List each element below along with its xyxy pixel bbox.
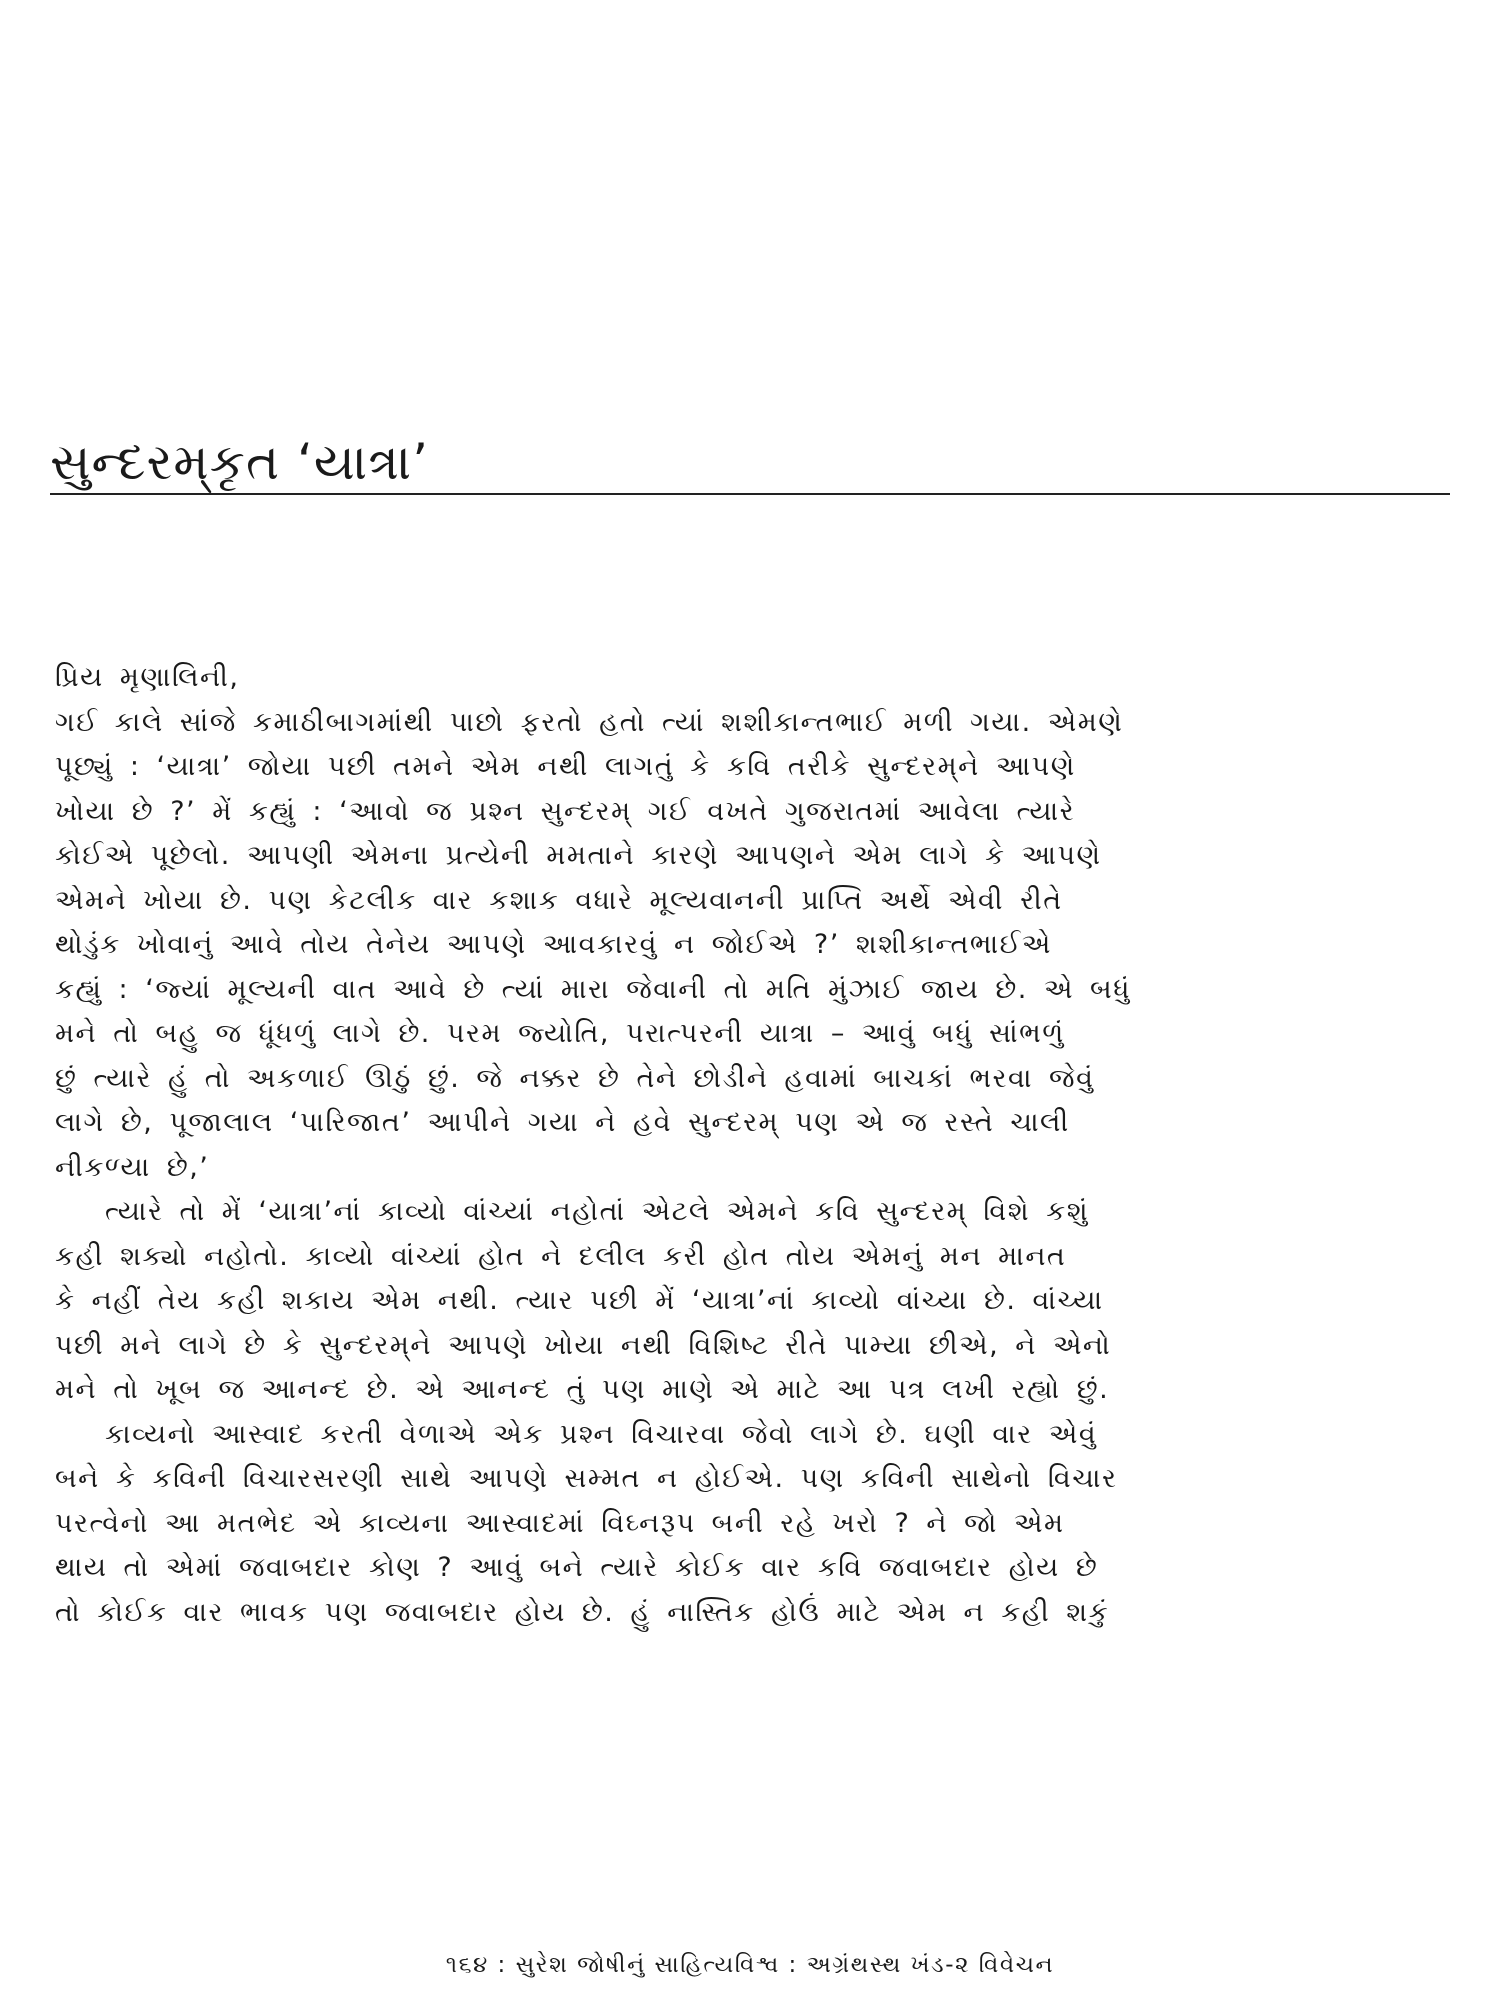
title-rule — [50, 493, 1450, 495]
text-line: તો કોઈક વાર ભાવક પણ જવાબદાર હોય છે. હું નાસ્તિક હોઉં માટે એમ ન કહી શકું — [55, 1596, 1110, 1628]
text-line: લાગે છે, પૂજાલાલ ‘પારિજાત’ આપીને ગયા ને હવે સુન્દરમ્ પણ એ જ રસ્તે ચાલી — [55, 1107, 1070, 1138]
text-line: એમને ખોયા છે. પણ કેટલીક વાર કશાક વધારે મૂલ્યવાનની પ્રાપ્તિ અર્થે એવી રીતે — [55, 884, 1063, 916]
chapter-title: સુન્દરમ્‌કૃત ‘યાત્રા’ — [50, 433, 429, 491]
page-footer: ૧૬૪ : સુરેશ જોષીનું સાહિત્યવિશ્વ : અગ્રંથસ્થ ખંડ-૨ વિવેચન — [445, 1952, 1055, 1978]
paragraph-start-line: કાવ્યનો આસ્વાદ કરતી વેળાએ એક પ્રશ્ન વિચારવા જેવો લાગે છે. ઘણી વાર એવું — [105, 1418, 1098, 1450]
text-line: મને તો બહુ જ ધૂંધળું લાગે છે. પરમ જ્યોતિ, પરાત્પરની યાત્રા – આવું બધું સાંભળું — [55, 1018, 1065, 1049]
text-line: બને કે કવિની વિચારસરણી સાથે આપણે સમ્મત ન હોઈએ. પણ કવિની સાથેનો વિચાર — [55, 1463, 1118, 1494]
text-line: થોડુંક ખોવાનું આવે તોય તેનેય આપણે આવકારવું ન જોઈએ ?’ શશીકાન્તભાઈએ — [55, 929, 1052, 960]
text-line: ખોયા છે ?’ મેં કહ્યું : ‘આવો જ પ્રશ્ન સુન્દરમ્ ગઈ વખતે ગુજરાતમાં આવેલા ત્યારે — [55, 795, 1076, 827]
text-line: કોઈએ પૂછેલો. આપણી એમના પ્રત્યેની મમતાને કારણે આપણને એમ લાગે કે આપણે — [55, 840, 1102, 871]
text-line: છું ત્યારે હું તો અકળાઈ ઊઠું છું. જે નક્કર છે તેને છોડીને હવામાં બાચકાં ભરવા જેવું — [55, 1062, 1095, 1094]
text-line: પૂછ્યું : ‘યાત્રા’ જોયા પછી તમને એમ નથી લાગતું કે કવિ તરીકે સુન્દરમ્‌ને આપણે — [55, 751, 1076, 782]
text-line: કહી શક્યો નહોતો. કાવ્યો વાંચ્યાં હોત ને દલીલ કરી હોત તોય એમનું મન માનત — [55, 1240, 1067, 1272]
text-line: પછી મને લાગે છે કે સુન્દરમ્‌ને આપણે ખોયા નથી વિશિષ્ટ રીતે પામ્યા છીએ, ને એનો — [55, 1329, 1112, 1361]
text-line: નીકળ્યા છે,’ — [55, 1151, 210, 1183]
letter-body — [55, 656, 1450, 1635]
text-line: થાય તો એમાં જવાબદાર કોણ ? આવું બને ત્યારે કોઈક વાર કવિ જવાબદાર હોય છે — [55, 1552, 1099, 1583]
text-line: પરત્વેનો આ મતભેદ એ કાવ્યના આસ્વાદમાં વિઘ્નરૂપ બની રહે ખરો ? ને જો એમ — [55, 1507, 1065, 1539]
text-line: મને તો ખૂબ જ આનન્દ છે. એ આનન્દ તું પણ માણે એ માટે આ પત્ર લખી રહ્યો છું. — [55, 1374, 1110, 1405]
text-line: કહ્યું : ‘જ્યાં મૂલ્યની વાત આવે છે ત્યાં મારા જેવાની તો મતિ મુંઝાઈ જાય છે. એ બધું — [55, 973, 1131, 1005]
paragraph-start-line: ત્યારે તો મેં ‘યાત્રા’નાં કાવ્યો વાંચ્યાં નહોતાં એટલે એમને કવિ સુન્દરમ્ વિશે કશું — [105, 1196, 1090, 1227]
text-line: કે નહીં તેય કહી શકાય એમ નથી. ત્યાર પછી મેં ‘યાત્રા’નાં કાવ્યો વાંચ્યા છે. વાંચ્યા — [55, 1285, 1104, 1316]
salutation-line: પ્રિય મૃણાલિની, — [55, 662, 240, 693]
text-line: ગઈ કાલે સાંજે કમાઠીબાગમાંથી પાછો ફરતો હતો ત્યાં શશીકાન્તભાઈ મળી ગયા. એમણે — [55, 706, 1124, 738]
